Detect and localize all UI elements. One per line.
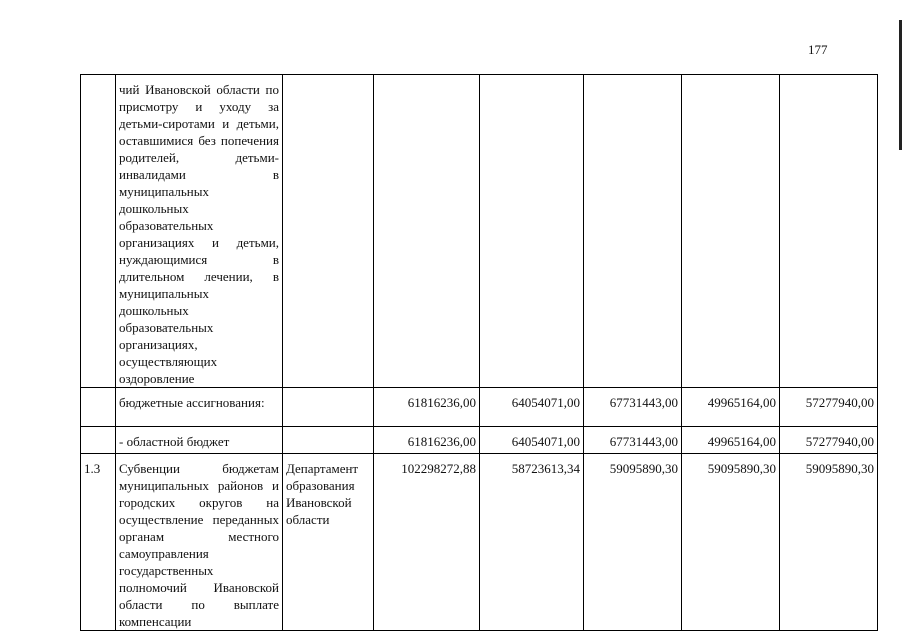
page-number: 177 bbox=[808, 42, 828, 57]
row-description-cell bbox=[116, 427, 283, 454]
value-cell bbox=[780, 75, 878, 388]
value-cell: 64054071,00 bbox=[480, 388, 584, 427]
value-cell: 49965164,00 bbox=[682, 388, 780, 427]
value-cell: 57277940,00 bbox=[780, 427, 878, 454]
table-row bbox=[81, 427, 878, 454]
row-number-cell bbox=[81, 388, 116, 427]
value-cell: 61816236,00 bbox=[374, 427, 480, 454]
value-cell: 49965164,00 bbox=[682, 427, 780, 454]
table-row bbox=[81, 388, 878, 427]
row-number-cell: 1.3 bbox=[81, 454, 116, 631]
row-description: чий Ивановской области по присмотру и уходу за детьми-сиротами и детьми, оставшимися без попечения родителей, детьми-инвалидами в муниципальных дошкольных образовательных организациях и детьми, нуждающимися в длительном лечении, в муниципальных дошкольных образовательных организациях, осуществляющих оздоровление bbox=[119, 82, 279, 386]
row-executor-cell bbox=[283, 388, 374, 427]
value-cell: 61816236,00 bbox=[374, 388, 480, 427]
value-cell: 64054071,00 bbox=[480, 427, 584, 454]
value-cell: 59095890,30 bbox=[780, 454, 878, 631]
row-number-cell bbox=[81, 427, 116, 454]
row-description-cell bbox=[116, 388, 283, 427]
value-cell bbox=[682, 75, 780, 388]
value-cell bbox=[374, 75, 480, 388]
value-cell: 59095890,30 bbox=[682, 454, 780, 631]
row-executor-cell bbox=[283, 427, 374, 454]
value-cell: 67731443,00 bbox=[584, 388, 682, 427]
row-description: бюджетные ассигнования: bbox=[119, 395, 265, 410]
row-description: - областной бюджет bbox=[119, 434, 230, 449]
row-description-cell bbox=[116, 75, 283, 388]
scan-edge-line bbox=[899, 20, 902, 150]
value-cell: 67731443,00 bbox=[584, 427, 682, 454]
value-cell: 59095890,30 bbox=[584, 454, 682, 631]
value-cell bbox=[480, 75, 584, 388]
table-row bbox=[81, 75, 878, 388]
value-cell: 57277940,00 bbox=[780, 388, 878, 427]
value-cell bbox=[584, 75, 682, 388]
row-description: Субвенции бюджетам муниципальных районов и городских округов на осуществление переданных органам местного самоуправления государственных полномочий Ивановской области по выплате компенсации bbox=[119, 461, 279, 629]
budget-table bbox=[80, 74, 878, 631]
row-executor-cell: Департамент образования Ивановской области bbox=[283, 454, 374, 631]
value-cell: 58723613,34 bbox=[480, 454, 584, 631]
row-executor-cell bbox=[283, 75, 374, 388]
row-number-cell bbox=[81, 75, 116, 388]
value-cell: 102298272,88 bbox=[374, 454, 480, 631]
row-description-cell bbox=[116, 454, 283, 631]
table-row bbox=[81, 454, 878, 631]
